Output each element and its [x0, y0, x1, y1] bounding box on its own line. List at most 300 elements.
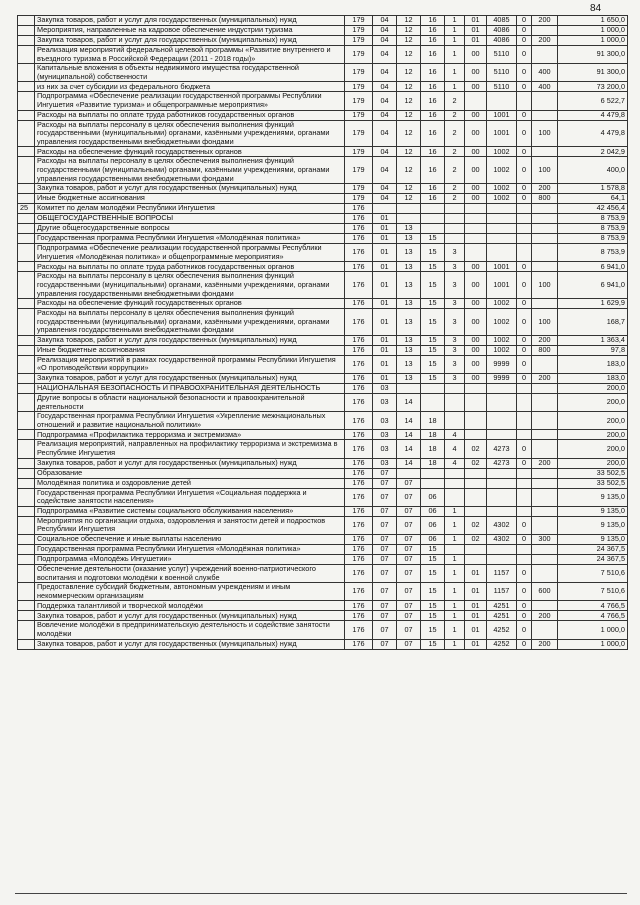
cell-name: ОБЩЕГОСУДАРСТВЕННЫЕ ВОПРОСЫ	[35, 214, 345, 224]
cell-p2	[445, 384, 465, 394]
cell-n	[18, 214, 35, 224]
cell-pr: 07	[397, 506, 421, 516]
cell-name: Закупка товаров, работ и услуг для государственных (муниципальных) нужд	[35, 335, 345, 345]
cell-p5: 0	[517, 157, 532, 184]
cell-sum: 6 941,0	[558, 262, 628, 272]
cell-p3: 02	[465, 458, 487, 468]
cell-p4	[487, 430, 517, 440]
cell-p4	[487, 224, 517, 234]
cell-name: Реализация мероприятий в рамках государственной программы Республики Ингушетия «О противодействии коррупции»	[35, 355, 345, 373]
cell-p2: 2	[445, 92, 465, 110]
cell-pr: 14	[397, 458, 421, 468]
cell-p4: 1002	[487, 147, 517, 157]
cell-gr: 176	[345, 583, 373, 601]
cell-pr: 13	[397, 272, 421, 299]
cell-p5	[517, 412, 532, 430]
cell-pr: 12	[397, 184, 421, 194]
table-row	[18, 36, 628, 46]
cell-pr: 13	[397, 299, 421, 309]
cell-vr	[532, 478, 558, 488]
cell-p2: 1	[445, 621, 465, 639]
cell-pr: 14	[397, 440, 421, 458]
cell-p5	[517, 204, 532, 214]
cell-p2	[445, 224, 465, 234]
cell-p4	[487, 204, 517, 214]
cell-gr: 176	[345, 488, 373, 506]
cell-p2	[445, 234, 465, 244]
cell-p1: 06	[421, 506, 445, 516]
cell-p1: 15	[421, 565, 445, 583]
cell-sum: 7 510,6	[558, 583, 628, 601]
cell-gr: 176	[345, 335, 373, 345]
cell-p1: 16	[421, 64, 445, 82]
cell-pr: 07	[397, 555, 421, 565]
cell-p2: 1	[445, 601, 465, 611]
cell-n	[18, 412, 35, 430]
table-row	[18, 16, 628, 26]
cell-vr	[532, 224, 558, 234]
cell-p5	[517, 224, 532, 234]
table-row	[18, 601, 628, 611]
cell-p3: 01	[465, 16, 487, 26]
cell-n	[18, 110, 35, 120]
cell-p5	[517, 394, 532, 412]
cell-p4: 1157	[487, 565, 517, 583]
cell-p5: 0	[517, 621, 532, 639]
cell-p2: 1	[445, 639, 465, 649]
cell-p3: 01	[465, 601, 487, 611]
cell-rz: 07	[373, 639, 397, 649]
table-row	[18, 157, 628, 184]
cell-p3: 01	[465, 36, 487, 46]
cell-p5: 0	[517, 110, 532, 120]
cell-sum: 9 135,0	[558, 535, 628, 545]
table-row	[18, 374, 628, 384]
cell-p3: 00	[465, 355, 487, 373]
table-row	[18, 516, 628, 534]
cell-rz: 01	[373, 224, 397, 234]
cell-p3	[465, 545, 487, 555]
cell-p3	[465, 412, 487, 430]
cell-rz: 07	[373, 506, 397, 516]
cell-p2: 3	[445, 244, 465, 262]
cell-p2: 2	[445, 184, 465, 194]
cell-n	[18, 26, 35, 36]
cell-p4	[487, 488, 517, 506]
cell-n	[18, 46, 35, 64]
cell-sum: 200,0	[558, 458, 628, 468]
cell-pr	[397, 204, 421, 214]
cell-gr: 176	[345, 430, 373, 440]
cell-gr: 176	[345, 299, 373, 309]
cell-p5	[517, 214, 532, 224]
table-row	[18, 194, 628, 204]
cell-p1: 18	[421, 458, 445, 468]
table-row	[18, 309, 628, 336]
cell-pr: 07	[397, 583, 421, 601]
cell-p3: 02	[465, 535, 487, 545]
cell-pr	[397, 384, 421, 394]
cell-vr: 800	[532, 194, 558, 204]
cell-name: Подпрограмма «Развитие системы социального обслуживания населения»	[35, 506, 345, 516]
cell-p4: 1002	[487, 157, 517, 184]
cell-p5: 0	[517, 374, 532, 384]
cell-name: Обеспечение деятельности (оказание услуг) учреждений военно-патриотического воспитания и подготовки молодёжи к военной службе	[35, 565, 345, 583]
cell-n	[18, 384, 35, 394]
cell-p2: 1	[445, 583, 465, 601]
cell-p2: 2	[445, 194, 465, 204]
cell-p2	[445, 394, 465, 412]
cell-pr: 13	[397, 335, 421, 345]
cell-p1: 15	[421, 621, 445, 639]
cell-name: Закупка товаров, работ и услуг для государственных (муниципальных) нужд	[35, 16, 345, 26]
cell-gr: 176	[345, 478, 373, 488]
cell-p3	[465, 234, 487, 244]
cell-p3: 00	[465, 184, 487, 194]
cell-pr: 07	[397, 488, 421, 506]
cell-pr	[397, 468, 421, 478]
cell-sum: 64,1	[558, 194, 628, 204]
cell-p4: 5110	[487, 64, 517, 82]
cell-vr	[532, 440, 558, 458]
cell-sum: 400,0	[558, 157, 628, 184]
cell-n	[18, 555, 35, 565]
cell-rz: 04	[373, 16, 397, 26]
cell-sum: 1 000,0	[558, 639, 628, 649]
cell-p3: 01	[465, 565, 487, 583]
cell-p4	[487, 478, 517, 488]
cell-p4: 1157	[487, 583, 517, 601]
cell-rz: 04	[373, 92, 397, 110]
cell-p4	[487, 394, 517, 412]
cell-p4: 1002	[487, 184, 517, 194]
table-row	[18, 639, 628, 649]
cell-rz: 07	[373, 516, 397, 534]
cell-n	[18, 262, 35, 272]
cell-rz: 03	[373, 412, 397, 430]
cell-sum: 183,0	[558, 374, 628, 384]
cell-p3	[465, 468, 487, 478]
cell-p1: 16	[421, 157, 445, 184]
cell-name: Капитальные вложения в объекты недвижимого имущества государственной (муниципальной) собственности	[35, 64, 345, 82]
table-row	[18, 394, 628, 412]
cell-p5: 0	[517, 120, 532, 147]
cell-vr	[532, 299, 558, 309]
cell-vr	[532, 516, 558, 534]
cell-p4	[487, 545, 517, 555]
cell-vr: 600	[532, 583, 558, 601]
cell-vr	[532, 204, 558, 214]
cell-name: Закупка товаров, работ и услуг для государственных (муниципальных) нужд	[35, 639, 345, 649]
cell-p2: 3	[445, 272, 465, 299]
cell-p3: 00	[465, 147, 487, 157]
cell-p3	[465, 214, 487, 224]
cell-p5: 0	[517, 184, 532, 194]
cell-p4: 1001	[487, 272, 517, 299]
table-row	[18, 545, 628, 555]
cell-gr: 176	[345, 204, 373, 214]
cell-p5	[517, 478, 532, 488]
cell-n	[18, 64, 35, 82]
cell-pr: 12	[397, 157, 421, 184]
cell-rz: 04	[373, 82, 397, 92]
cell-sum: 1 000,0	[558, 26, 628, 36]
cell-gr: 176	[345, 355, 373, 373]
cell-rz: 07	[373, 468, 397, 478]
cell-sum: 8 753,9	[558, 224, 628, 234]
cell-rz: 04	[373, 184, 397, 194]
cell-vr: 100	[532, 309, 558, 336]
cell-p4: 9999	[487, 355, 517, 373]
cell-p1: 15	[421, 309, 445, 336]
cell-n	[18, 335, 35, 345]
cell-p4: 1001	[487, 120, 517, 147]
cell-name: Закупка товаров, работ и услуг для государственных (муниципальных) нужд	[35, 374, 345, 384]
cell-sum: 8 753,9	[558, 234, 628, 244]
cell-p5: 0	[517, 16, 532, 26]
cell-gr: 176	[345, 611, 373, 621]
table-row	[18, 583, 628, 601]
cell-p1: 18	[421, 430, 445, 440]
page-number: 84	[590, 3, 602, 14]
cell-p1: 16	[421, 36, 445, 46]
cell-pr: 07	[397, 478, 421, 488]
cell-pr: 14	[397, 394, 421, 412]
cell-p2: 4	[445, 440, 465, 458]
cell-rz: 04	[373, 64, 397, 82]
cell-vr	[532, 468, 558, 478]
cell-p1	[421, 204, 445, 214]
cell-gr: 176	[345, 535, 373, 545]
cell-sum: 200,0	[558, 430, 628, 440]
cell-p5: 0	[517, 299, 532, 309]
cell-p5: 0	[517, 611, 532, 621]
cell-p4: 4086	[487, 26, 517, 36]
cell-p4	[487, 412, 517, 430]
cell-p4: 4251	[487, 601, 517, 611]
cell-p4: 4086	[487, 36, 517, 46]
cell-vr	[532, 555, 558, 565]
cell-p4: 1002	[487, 299, 517, 309]
cell-n	[18, 92, 35, 110]
table-row	[18, 621, 628, 639]
cell-p5	[517, 555, 532, 565]
cell-sum: 33 502,5	[558, 478, 628, 488]
cell-gr: 179	[345, 92, 373, 110]
cell-p1	[421, 394, 445, 412]
page-bottom-rule	[15, 893, 627, 894]
cell-sum: 1 000,0	[558, 621, 628, 639]
cell-p2: 1	[445, 16, 465, 26]
cell-vr	[532, 147, 558, 157]
cell-p3: 00	[465, 46, 487, 64]
cell-name: Расходы на выплаты персоналу в целях обеспечения выполнения функций государственными (муниципальными) органами, казёнными учреждениями, органами управления государственными внебюджетными фондами	[35, 120, 345, 147]
cell-p2: 1	[445, 64, 465, 82]
cell-n	[18, 184, 35, 194]
cell-pr: 12	[397, 92, 421, 110]
cell-n	[18, 621, 35, 639]
cell-p5	[517, 92, 532, 110]
cell-sum: 6 522,7	[558, 92, 628, 110]
cell-gr: 179	[345, 184, 373, 194]
cell-gr: 179	[345, 64, 373, 82]
cell-p4: 5110	[487, 46, 517, 64]
cell-vr: 200	[532, 611, 558, 621]
cell-p2	[445, 214, 465, 224]
cell-pr: 07	[397, 545, 421, 555]
cell-name: Закупка товаров, работ и услуг для государственных (муниципальных) нужд	[35, 458, 345, 468]
cell-n	[18, 458, 35, 468]
cell-gr: 179	[345, 46, 373, 64]
cell-pr: 07	[397, 639, 421, 649]
table-row	[18, 244, 628, 262]
cell-p2	[445, 478, 465, 488]
cell-rz: 01	[373, 355, 397, 373]
cell-p2: 1	[445, 555, 465, 565]
cell-rz: 04	[373, 157, 397, 184]
cell-p3	[465, 430, 487, 440]
cell-p5: 0	[517, 565, 532, 583]
cell-vr	[532, 244, 558, 262]
cell-gr: 176	[345, 309, 373, 336]
cell-sum: 8 753,9	[558, 244, 628, 262]
cell-gr: 176	[345, 468, 373, 478]
cell-sum: 1 650,0	[558, 16, 628, 26]
cell-p2: 4	[445, 430, 465, 440]
cell-p2: 2	[445, 120, 465, 147]
cell-vr	[532, 394, 558, 412]
cell-pr: 13	[397, 374, 421, 384]
cell-name: Подпрограмма «Обеспечение реализации государственной программы Республики Ингушетия «Молодёжная политика» и общепрограммные мероприятия»	[35, 244, 345, 262]
cell-pr: 12	[397, 64, 421, 82]
cell-n	[18, 355, 35, 373]
table-row	[18, 335, 628, 345]
cell-name: Другие вопросы в области национальной безопасности и правоохранительной деятельности	[35, 394, 345, 412]
cell-sum: 1 363,4	[558, 335, 628, 345]
cell-n	[18, 601, 35, 611]
cell-p2: 1	[445, 535, 465, 545]
cell-pr: 14	[397, 412, 421, 430]
cell-gr: 176	[345, 506, 373, 516]
cell-p3: 02	[465, 516, 487, 534]
cell-pr: 12	[397, 82, 421, 92]
cell-sum: 8 753,9	[558, 214, 628, 224]
table-row	[18, 535, 628, 545]
cell-pr	[397, 214, 421, 224]
cell-vr	[532, 506, 558, 516]
table-row	[18, 412, 628, 430]
cell-p3	[465, 384, 487, 394]
cell-vr: 100	[532, 120, 558, 147]
cell-pr: 12	[397, 147, 421, 157]
cell-gr: 176	[345, 345, 373, 355]
cell-p5: 0	[517, 46, 532, 64]
cell-p2	[445, 412, 465, 430]
cell-rz: 01	[373, 234, 397, 244]
cell-p1: 15	[421, 583, 445, 601]
cell-vr	[532, 262, 558, 272]
cell-name: Расходы на выплаты персоналу в целях обеспечения выполнения функций государственными (муниципальными) органами, казёнными учреждениями, органами управления государственными внебюджетными фондами	[35, 157, 345, 184]
cell-p3	[465, 478, 487, 488]
cell-name: Закупка товаров, работ и услуг для государственных (муниципальных) нужд	[35, 184, 345, 194]
cell-gr: 176	[345, 224, 373, 234]
cell-p1: 06	[421, 488, 445, 506]
cell-pr: 07	[397, 601, 421, 611]
cell-p3	[465, 506, 487, 516]
cell-rz: 04	[373, 26, 397, 36]
table-row	[18, 64, 628, 82]
cell-p5: 0	[517, 535, 532, 545]
cell-name: Расходы на выплаты персоналу в целях обеспечения выполнения функций государственными (муниципальными) органами, казёнными учреждениями, органами управления государственными внебюджетными фондами	[35, 272, 345, 299]
cell-rz: 03	[373, 458, 397, 468]
cell-p3	[465, 555, 487, 565]
table-row	[18, 234, 628, 244]
cell-p1: 16	[421, 184, 445, 194]
cell-gr: 179	[345, 26, 373, 36]
cell-gr: 179	[345, 194, 373, 204]
cell-n	[18, 194, 35, 204]
cell-name: Расходы на выплаты персоналу в целях обеспечения выполнения функций государственными (муниципальными) органами, казёнными учреждениями, органами управления государственными внебюджетными фондами	[35, 309, 345, 336]
cell-p1: 16	[421, 110, 445, 120]
cell-gr: 176	[345, 234, 373, 244]
cell-rz: 01	[373, 262, 397, 272]
cell-vr: 200	[532, 458, 558, 468]
cell-pr: 12	[397, 36, 421, 46]
cell-p5: 0	[517, 82, 532, 92]
cell-p5: 0	[517, 583, 532, 601]
cell-pr: 12	[397, 46, 421, 64]
cell-p4: 1002	[487, 345, 517, 355]
cell-p4: 1002	[487, 335, 517, 345]
cell-name: Закупка товаров, работ и услуг для государственных (муниципальных) нужд	[35, 611, 345, 621]
cell-p4	[487, 555, 517, 565]
cell-p2: 1	[445, 26, 465, 36]
cell-p3: 01	[465, 639, 487, 649]
cell-p1: 16	[421, 46, 445, 64]
cell-vr	[532, 545, 558, 555]
cell-p5: 0	[517, 355, 532, 373]
cell-n	[18, 583, 35, 601]
cell-gr: 176	[345, 412, 373, 430]
cell-p3: 00	[465, 262, 487, 272]
cell-p4: 4273	[487, 458, 517, 468]
cell-p1: 06	[421, 516, 445, 534]
cell-sum: 200,0	[558, 412, 628, 430]
cell-p2: 2	[445, 147, 465, 157]
cell-rz: 03	[373, 394, 397, 412]
cell-p2: 1	[445, 506, 465, 516]
cell-p1: 15	[421, 335, 445, 345]
cell-p5: 0	[517, 601, 532, 611]
cell-sum: 1 578,8	[558, 184, 628, 194]
cell-rz: 01	[373, 309, 397, 336]
cell-p2: 3	[445, 345, 465, 355]
cell-rz: 07	[373, 488, 397, 506]
cell-p5: 0	[517, 147, 532, 157]
cell-rz: 07	[373, 555, 397, 565]
cell-n	[18, 639, 35, 649]
cell-p3: 00	[465, 194, 487, 204]
cell-p5: 0	[517, 458, 532, 468]
table-row	[18, 299, 628, 309]
cell-gr: 176	[345, 272, 373, 299]
cell-p2: 1	[445, 516, 465, 534]
cell-vr	[532, 621, 558, 639]
table-row	[18, 46, 628, 64]
cell-n	[18, 224, 35, 234]
cell-name: Вовлечение молодёжи в предпринимательскую деятельность и содействие занятости молодёжи	[35, 621, 345, 639]
cell-p4	[487, 214, 517, 224]
